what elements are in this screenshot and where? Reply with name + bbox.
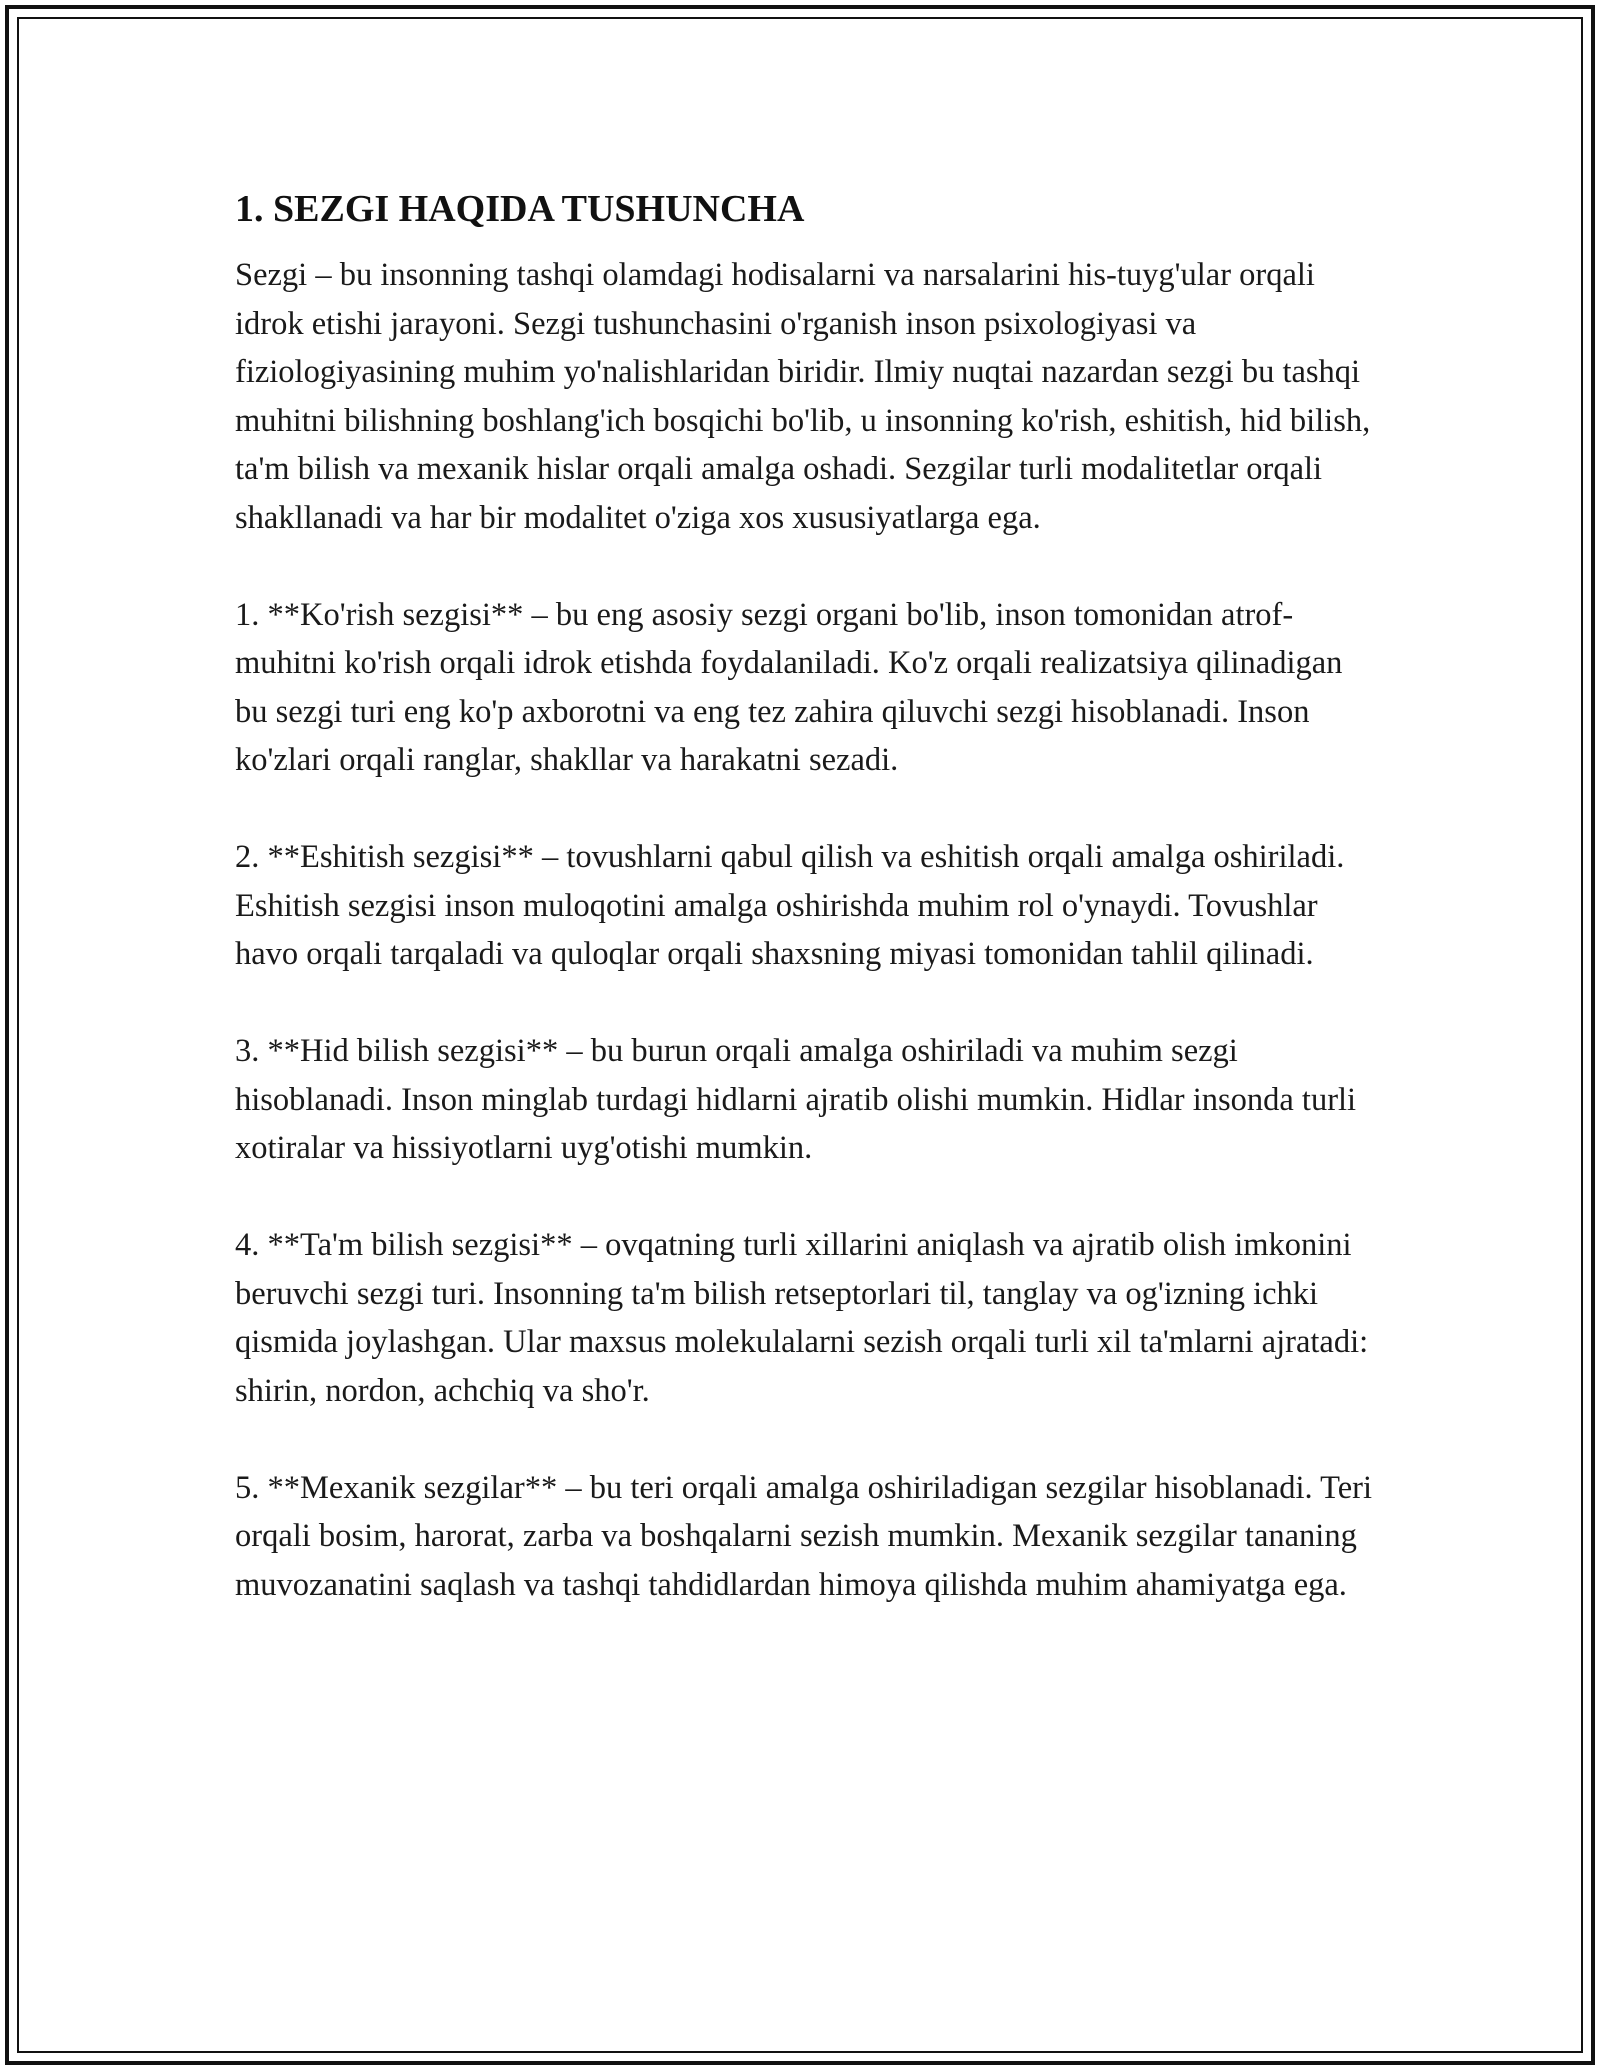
intro-paragraph: Sezgi – bu insonning tashqi olamdagi hodisalarni va narsalarini his-tuyg'ular orqali idrok etishi jarayoni. Sezgi tushunchasini o'rganish inson psixologiyasi va fiziologiyasining muhim yo'nalishlaridan biridir. Ilmiy nuqtai nazardan sezgi bu tashqi muhitni bilishning boshlang'ich bosqichi bo'lib, u insonning ko'rish, eshitish, hid bilish, ta'm bilish va mexanik hislar orqali amalga oshadi. Sezgilar turli modalitetlar orqali shakllanadi va har bir modalitet o'ziga xos xususiyatlarga ega.: [235, 257, 1371, 536]
section-heading: 1. SEZGI HAQIDA TUSHUNCHA: [235, 188, 805, 230]
document-body: [235, 185, 1375, 1658]
paragraph-mechanical-sense: 5. **Mexanik sezgilar** – bu teri orqali amalga oshiriladigan sezgilar hisoblanadi. Teri orqali bosim, harorat, zarba va boshqalarni sezish mumkin. Mexanik sezgilar tananing muvozanatini saqlash va tashqi tahdidlardan himoya qilishda muhim ahamiyatga ega.: [235, 1469, 1373, 1603]
paragraph-visual-sense: 1. **Ko'rish sezgisi** – bu eng asosiy sezgi organi bo'lib, inson tomonidan atrof-muhitni ko'rish orqali idrok etishda foydalaniladi. Ko'z orqali realizatsiya qilinadigan bu sezgi turi eng ko'p axborotni va eng tez zahira qiluvchi sezgi hisoblanadi. Inson ko'zlari orqali ranglar, shakllar va harakatni sezadi.: [235, 596, 1343, 778]
paragraph-hearing-sense: 2. **Eshitish sezgisi** – tovushlarni qabul qilish va eshitish orqali amalga oshiriladi. Eshitish sezgisi inson muloqotini amalga oshirishda muhim rol o'ynaydi. Tovushlar havo orqali tarqaladi va quloqlar orqali shaxsning miyasi tomonidan tahlil qilinadi.: [235, 839, 1345, 972]
paragraph-smell-sense: 3. **Hid bilish sezgisi** – bu burun orqali amalga oshiriladi va muhim sezgi hisoblanadi. Inson minglab turdagi hidlarni ajratib olishi mumkin. Hidlar insonda turli xotiralar va hissiyotlarni uyg'otishi mumkin.: [235, 1033, 1357, 1166]
paragraph-taste-sense: 4. **Ta'm bilish sezgisi** – ovqatning turli xillarini aniqlash va ajratib olish imkonini beruvchi sezgi turi. Insonning ta'm bilish retseptorlari til, tanglay va og'izning ichki qismida joylashgan. Ular maxsus molekulalarni sezish orqali turli xil ta'mlarni ajratadi: shirin, nordon, achchiq va sho'r.: [235, 1227, 1369, 1409]
